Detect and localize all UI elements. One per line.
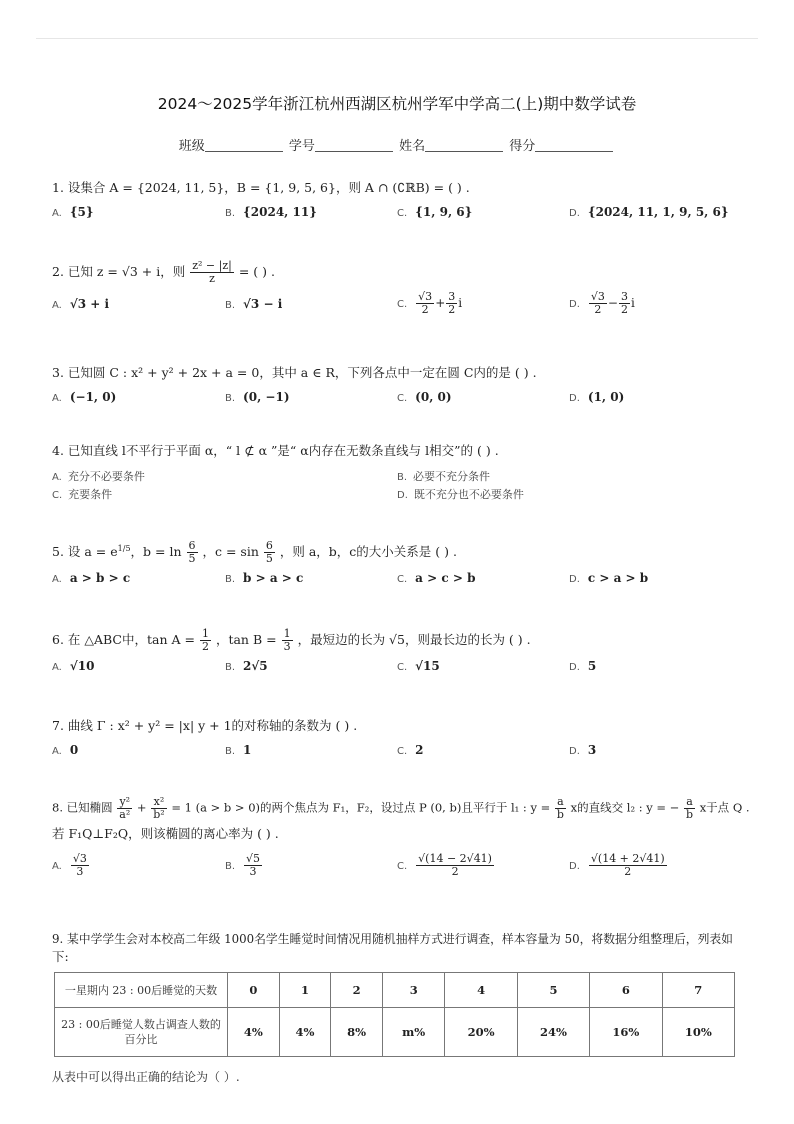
table-cell: 10% [662,1008,734,1057]
question-2 [52,260,754,317]
option-b[interactable]: B. 必要不充分条件 [397,470,491,483]
option-d[interactable]: D. 5 [569,659,597,673]
table-cell: 24% [517,1008,589,1057]
question-stem: 1. 设集合 A = {2024, 11, 5}，B = {1, 9, 5, 6}，则 A ∩ (∁ℝB) = ( ) . [52,180,470,195]
table-cell: m% [382,1008,444,1057]
table-cell: 6 [590,973,662,1008]
question-3 [52,364,754,410]
option-d[interactable]: D. 既不充分也不必要条件 [397,488,524,501]
option-c[interactable]: C. (0, 0) [397,390,452,404]
option-c[interactable]: C. $\frac{√(14 - 2√41)}{2}$ [397,852,492,878]
option-c[interactable]: C. $\frac{√3}{2}$ + $\frac{3}{2}$ i [397,290,463,316]
question-9-tail: 从表中可以得出正确的结论为（ ）. [52,1070,240,1084]
question-stem: 8. 已知椭圆 $\frac{\text{y²}}{\text{a²}}$ + $\frac{\text{x²}}{\text{b²}}$ = 1 (a > b > 0)的两个焦点为 F₁，F₂，设过点 P (0, b)且平行于 l₁ : y = $\frac{a}{b}$ x的直线交 l₂ : y = − $\frac{a}{b}$ x于点 Q . [52,795,750,821]
option-a[interactable]: A. $\frac{√3}{3}$ [52,852,87,878]
option-c[interactable]: C. √15 [397,659,440,673]
table-cell: 0 [228,973,280,1008]
option-d[interactable]: D. (1, 0) [569,390,625,404]
score-blank[interactable] [535,139,613,152]
page-title: 2024～2025学年浙江杭州西湖区杭州学军中学高二(上)期中数学试卷 [157,95,637,113]
class-blank[interactable] [205,139,283,152]
name-blank[interactable] [425,139,503,152]
option-d[interactable]: D. $\frac{√3}{2}$ − $\frac{3}{2}$ i [569,290,635,316]
option-b[interactable]: B. 1 [225,743,252,757]
options-row [52,853,754,889]
question-stem: 7. 曲线 Γ : x² + y² = |x| y + 1的对称轴的条数为 ( ) . [52,718,358,733]
options-row [52,290,754,317]
question-9 [52,930,754,966]
option-b[interactable]: B. 2√5 [225,659,268,673]
class-label: 班级 [178,139,205,154]
option-b[interactable]: B. {2024, 11} [225,205,317,219]
question-7 [52,717,754,763]
question-stem: 6. 在 △ABC中，tan A = $\frac{1}{2}$ ，tan B = $\frac{1}{3}$ ，最短边的长为 √5，则最长边的长为 ( ) . [52,627,531,653]
option-b[interactable]: B. (0, −1) [225,390,290,404]
option-c[interactable]: C. 充要条件 [52,488,113,501]
table-cell: 8% [331,1008,383,1057]
question-stem: 9. 某中学学生会对本校高二年级 1000名学生睡觉时间情况用随机抽样方式进行调查，样本容量为 50，将数据分组整理后，列表如 [52,932,733,946]
name-label: 姓名 [399,139,426,154]
option-a[interactable]: A. 0 [52,743,79,757]
options-row [52,659,754,679]
question-stem-line2: 下: [52,949,69,964]
table-cell: 1 [279,973,331,1008]
option-d[interactable]: D. $\frac{√(14 + 2√41)}{2}$ [569,852,665,878]
student-id-blank[interactable] [315,139,393,152]
stem-fraction: $\frac{\text{z² − |z|}}{z}$ [192,259,232,285]
option-a[interactable]: A. 充分不必要条件 [52,470,145,483]
options-row [52,743,754,763]
question-stem-line2: 若 F₁Q⊥F₂Q，则该椭圆的离心率为 ( ) . [52,826,279,841]
table-cell: 2 [331,973,383,1008]
options-row [52,571,754,591]
option-a[interactable]: A. √3 + i [52,297,110,311]
options-row [52,390,754,410]
table-row-header: 23 : 00后睡觉人数占调查人数的百分比 [55,1008,228,1057]
option-d[interactable]: D. 3 [569,743,597,757]
option-d[interactable]: D. c > a > b [569,571,649,586]
table-row [55,973,735,1008]
question-8 [52,796,754,889]
option-a[interactable]: A. (−1, 0) [52,390,117,404]
table-cell: 16% [590,1008,662,1057]
table-cell: 3 [382,973,444,1008]
question-4 [52,442,754,501]
table-cell: 20% [445,1008,517,1057]
sleep-data-table [54,972,735,1057]
option-c[interactable]: C. {1, 9, 6} [397,205,473,219]
table-row-header: 一星期内 23 : 00后睡觉的天数 [55,973,228,1008]
table-cell: 4% [228,1008,280,1057]
table-cell: 4% [279,1008,331,1057]
option-c[interactable]: C. a > c > b [397,571,476,586]
score-label: 得分 [509,139,536,154]
question-6 [52,628,754,679]
options-row [52,205,754,225]
question-5 [52,540,754,591]
student-info-row [0,135,794,154]
table-cell: 4 [445,973,517,1008]
question-stem: 4. 已知直线 l不平行于平面 α，“ l ⊄ α ”是“ α内存在无数条直线与 l相交”的 ( ) . [52,443,499,458]
option-d[interactable]: D. {2024, 11, 1, 9, 5, 6} [569,205,729,219]
option-a[interactable]: A. a > b > c [52,571,131,586]
option-a[interactable]: A. {5} [52,205,94,219]
top-divider [36,38,758,39]
option-b[interactable]: B. √3 − i [225,297,283,311]
option-b[interactable]: B. b > a > c [225,571,304,586]
question-stem: 2. 已知 z = √3 + i，则 $\frac{\text{z² − |z|}}{z}$ = ( ) . [52,259,275,285]
question-1 [52,179,754,225]
question-stem: 3. 已知圆 C : x² + y² + 2x + a = 0，其中 a ∈ R，下列各点中一定在圆 C内的是 ( ) . [52,365,537,380]
table-cell: 5 [517,973,589,1008]
question-stem: 5. 设 $a = e^{1/5}$，b = ln $\frac{6}{5}$ ，c = sin $\frac{6}{5}$ ，则 a，b，c的大小关系是 ( ) . [52,539,457,566]
student-id-label: 学号 [288,139,315,154]
table-row [55,1008,735,1057]
option-a[interactable]: A. √10 [52,659,95,673]
option-b[interactable]: B. $\frac{√5}{3}$ [225,852,261,878]
option-c[interactable]: C. 2 [397,743,424,757]
table-cell: 7 [662,973,734,1008]
